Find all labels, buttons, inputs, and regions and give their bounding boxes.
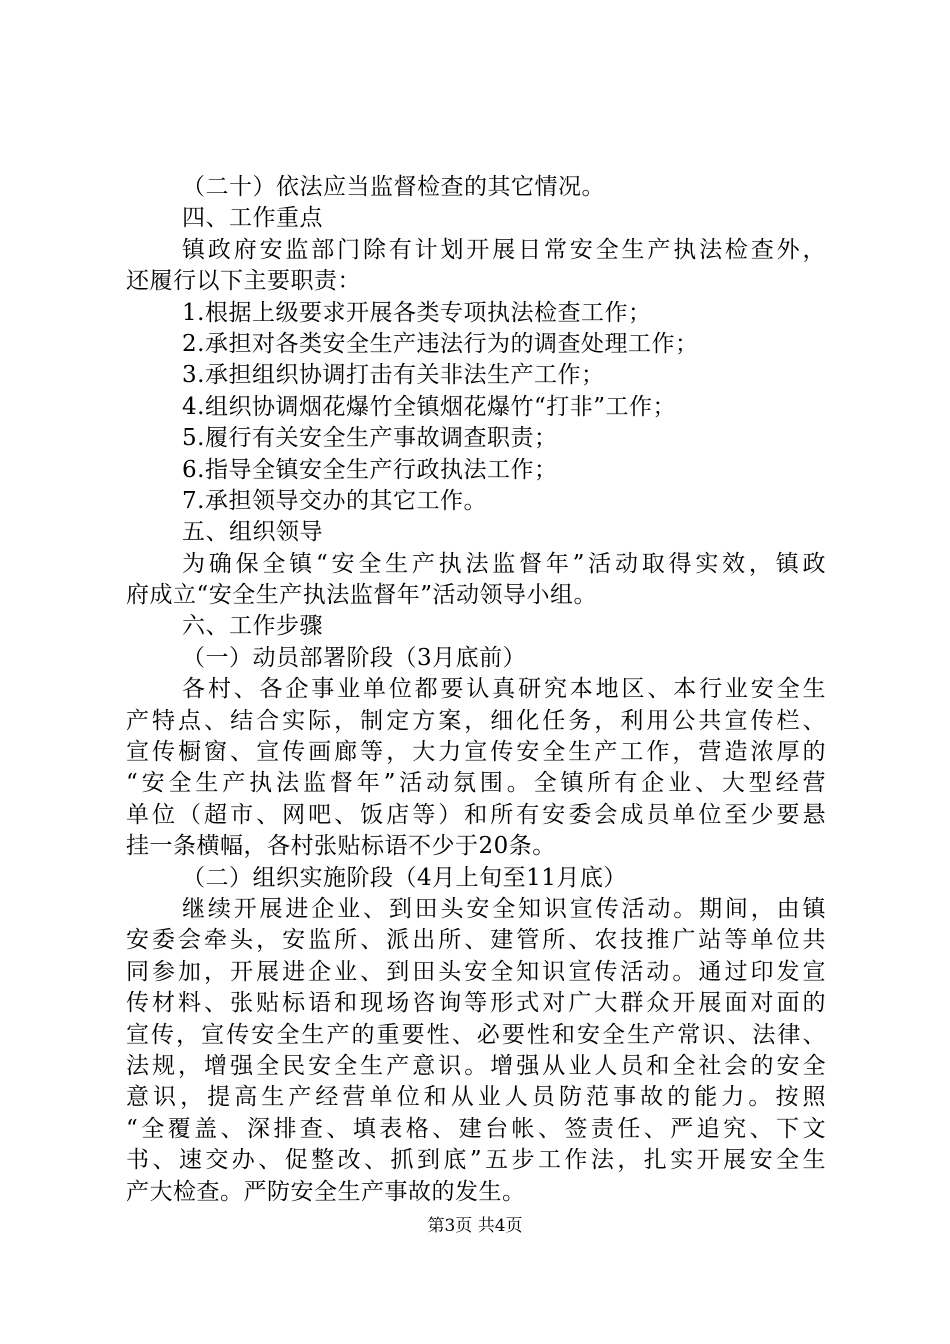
text-line: 6.指导全镇安全生产行政执法工作； [182, 456, 558, 483]
text-line: （一）动员部署阶段（3月底前） [182, 644, 527, 671]
text-line: 安委会牵头，安监所、派出所、建管所、农技推广站等单位共 [126, 927, 826, 954]
text-line: “安全生产执法监督年”活动氛围。全镇所有企业、大型经营 [126, 770, 826, 797]
document-body [126, 172, 826, 1208]
page-footer: 第3页 共4页 [427, 1216, 523, 1236]
text-line: 5.履行有关安全生产事故调查职责； [182, 425, 558, 452]
text-line: 宣传，宣传安全生产的重要性、必要性和安全生产常识、法律、 [126, 1021, 826, 1048]
text-line: 传材料、张贴标语和现场咨询等形式对广大群众开展面对面的 [126, 990, 826, 1017]
text-line: 四、工作重点 [182, 205, 323, 232]
text-line: 继续开展进企业、到田头安全知识宣传活动。期间，由镇 [182, 895, 826, 922]
text-line: 为确保全镇“安全生产执法监督年”活动取得实效，镇政 [182, 550, 826, 577]
text-line: 7.承担领导交办的其它工作。 [182, 487, 487, 514]
text-line: 镇政府安监部门除有计划开展日常安全生产执法检查外， [182, 236, 826, 263]
text-line: 府成立“安全生产执法监督年”活动领导小组。 [126, 582, 598, 609]
text-line: 同参加，开展进企业、到田头安全知识宣传活动。通过印发宣 [126, 958, 826, 985]
text-line: 2.承担对各类安全生产违法行为的调查处理工作； [182, 330, 699, 357]
text-line: 3.承担组织协调打击有关非法生产工作； [182, 362, 605, 389]
text-line: “全覆盖、深排查、填表格、建台帐、签责任、严追究、下文 [126, 1115, 826, 1142]
text-line: 产特点、结合实际，制定方案，细化任务，利用公共宣传栏、 [126, 707, 826, 734]
text-line: 挂一条横幅，各村张贴标语不少于20条。 [126, 833, 556, 860]
text-line: 4.组织协调烟花爆竹全镇烟花爆竹“打非”工作； [182, 393, 676, 420]
text-line: 法规，增强全民安全生产意识。增强从业人员和全社会的安全 [126, 1052, 826, 1079]
text-line: （二十）依法应当监督检查的其它情况。 [182, 174, 605, 200]
text-line: 宣传橱窗、宣传画廊等，大力宣传安全生产工作，营造浓厚的 [126, 739, 826, 766]
text-line: （二）组织实施阶段（4月上旬至11月底） [182, 864, 627, 891]
text-line: 还履行以下主要职责： [126, 268, 361, 295]
text-line: 五、组织领导 [182, 519, 323, 546]
text-line: 产大检查。严防安全生产事故的发生。 [126, 1178, 526, 1205]
text-line: 意识，提高生产经营单位和从业人员防范事故的能力。按照 [126, 1084, 826, 1111]
text-line: 单位（超市、网吧、饭店等）和所有安委会成员单位至少要悬 [126, 801, 826, 828]
text-line: 六、工作步骤 [182, 613, 323, 640]
text-line: 各村、各企事业单位都要认真研究本地区、本行业安全生 [182, 676, 826, 703]
text-line: 书、速交办、促整改、抓到底”五步工作法，扎实开展安全生 [126, 1147, 826, 1174]
text-line: 1.根据上级要求开展各类专项执法检查工作； [182, 299, 652, 326]
